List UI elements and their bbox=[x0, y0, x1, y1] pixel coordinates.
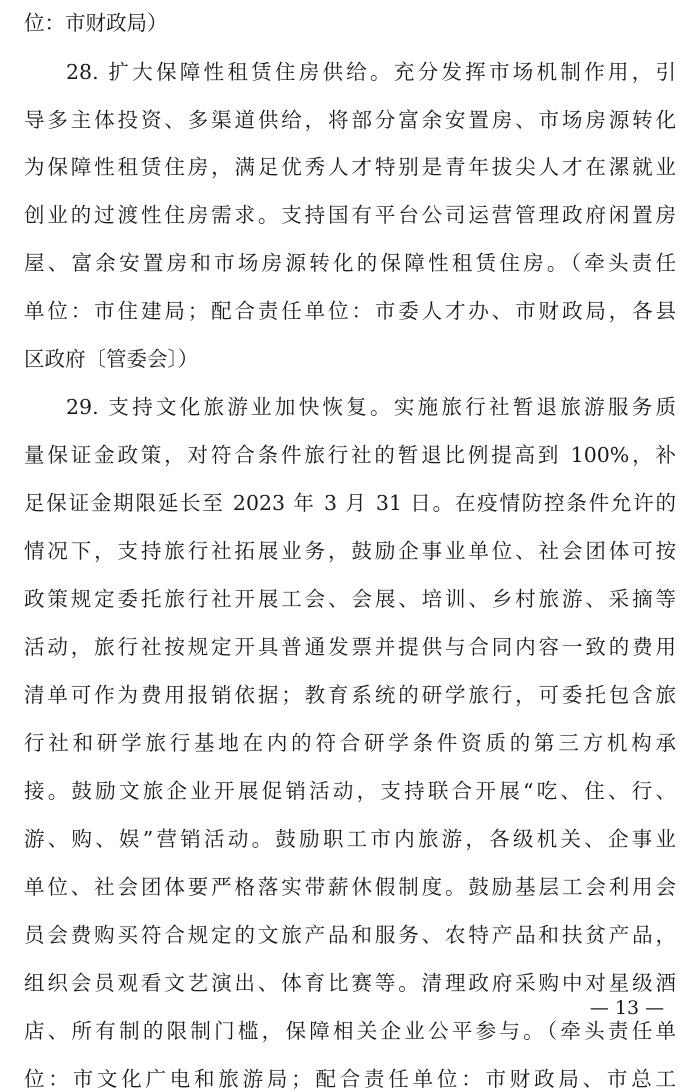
text-line: 区政府〔管委会〕） bbox=[24, 347, 199, 371]
text-line: 屋、富余安置房和市场房源转化的保障性租赁住房。（牵头责任 bbox=[24, 251, 676, 275]
page-number: — 13 — bbox=[589, 997, 665, 1019]
text-line: 单位、社会团体要严格落实带薪休假制度。鼓励基层工会利用会 bbox=[24, 875, 676, 899]
text-line: 单位：市住建局；配合责任单位：市委人才办、市财政局，各县 bbox=[24, 299, 676, 323]
text-line: 组织会员观看文艺演出、体育比赛等。清理政府采购中对星级酒 bbox=[24, 971, 676, 995]
text-line: 接。鼓励文旅企业开展促销活动，支持联合开展“吃、住、行、 bbox=[24, 779, 676, 803]
text-line: 足保证金期限延长至 2023 年 3 月 31 日。在疫情防控条件允许的 bbox=[24, 491, 676, 515]
text-line: 政策规定委托旅行社开展工会、会展、培训、乡村旅游、采摘等 bbox=[24, 587, 676, 611]
text-line: 活动，旅行社按规定开具普通发票并提供与合同内容一致的费用 bbox=[24, 635, 676, 659]
text-line: 导多主体投资、多渠道供给，将部分富余安置房、市场房源转化 bbox=[24, 108, 676, 132]
text-line: 为保障性租赁住房，满足优秀人才特别是青年拔尖人才在漯就业 bbox=[24, 155, 676, 179]
text-line: 位：市文化广电和旅游局；配合责任单位：市财政局、市总工 bbox=[24, 1067, 676, 1091]
text-line: 量保证金政策，对符合条件旅行社的暂退比例提高到 100%，补 bbox=[24, 443, 676, 467]
text-line: 店、所有制的限制门槛，保障相关企业公平参与。（牵头责任单 bbox=[24, 1019, 676, 1043]
text-line: 游、购、娱”营销活动。鼓励职工市内旅游，各级机关、企事业 bbox=[24, 827, 676, 851]
paragraph-29-first-line: 29. 支持文化旅游业加快恢复。实施旅行社暂退旅游服务质 bbox=[66, 395, 676, 419]
text-line: 清单可作为费用报销依据；教育系统的研学旅行，可委托包含旅 bbox=[24, 683, 676, 707]
text-line: 情况下，支持旅行社拓展业务，鼓励企事业单位、社会团体可按 bbox=[24, 539, 676, 563]
paragraph-28-first-line: 28. 扩大保障性租赁住房供给。充分发挥市场机制作用，引 bbox=[66, 60, 676, 84]
text-line: 创业的过渡性住房需求。支持国有平台公司运营管理政府闲置房 bbox=[24, 203, 676, 227]
text-line: 位：市财政局） bbox=[24, 11, 168, 35]
text-line: 行社和研学旅行基地在内的符合研学条件资质的第三方机构承 bbox=[24, 731, 676, 755]
text-line: 员会费购买符合规定的文旅产品和服务、农特产品和扶贫产品， bbox=[24, 923, 676, 947]
